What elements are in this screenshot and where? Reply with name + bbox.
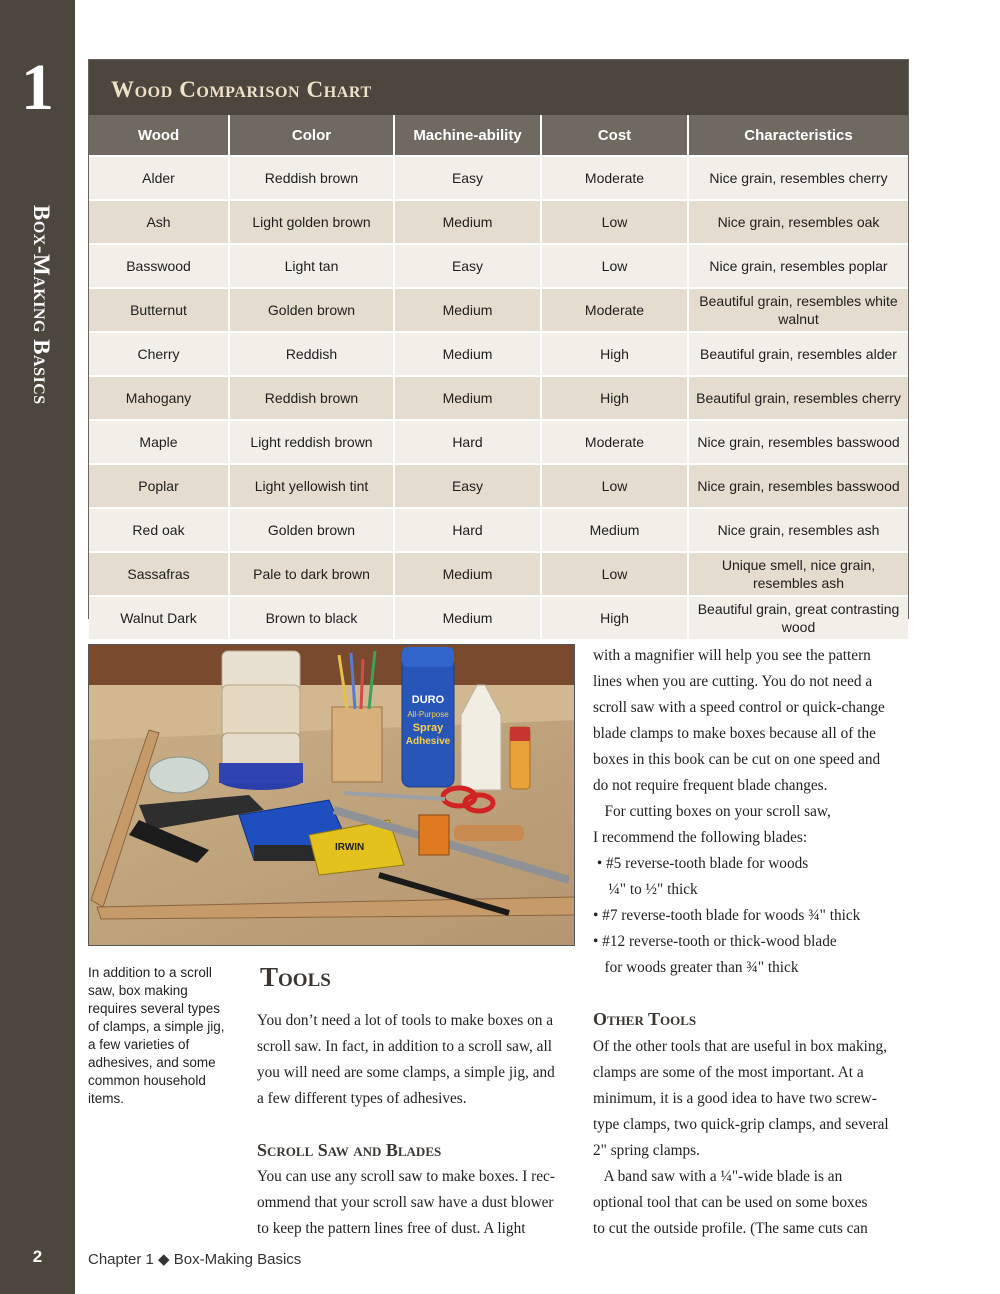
text-line: optional tool that can be used on some boxes	[593, 1194, 868, 1211]
text-line: boxes in this book can be cut on one speed and	[593, 751, 881, 768]
table-cell: Medium	[394, 332, 541, 376]
blades-paragraph	[593, 643, 885, 981]
table-row	[89, 288, 908, 332]
other-tools-heading: Other Tools	[593, 1009, 697, 1029]
can-label-text: All-Purpose	[407, 710, 449, 719]
text-line: blade clamps to make boxes because all of the	[593, 725, 876, 742]
table-row	[89, 376, 908, 420]
table-cell: Butternut	[89, 288, 229, 332]
bullet-item: • #12 reverse-tooth or thick-wood blade	[593, 933, 837, 950]
table-cell: Light golden brown	[229, 200, 394, 244]
table-cell: Nice grain, resembles basswood	[688, 420, 908, 464]
table-cell: Nice grain, resembles oak	[688, 200, 908, 244]
table-cell: Beautiful grain, resembles white walnut	[688, 288, 908, 332]
wood-comparison-chart	[88, 59, 909, 635]
bullet-item: • #5 reverse-tooth blade for woods	[593, 855, 809, 872]
chapter-number: 1	[21, 51, 54, 124]
table-cell: Maple	[89, 420, 229, 464]
footer-title: Box-Making Basics	[173, 1251, 302, 1268]
table-cell: Easy	[394, 464, 541, 508]
table-cell: Hard	[394, 420, 541, 464]
column-header: Wood	[89, 115, 229, 156]
table-row	[89, 464, 908, 508]
table-cell: Light reddish brown	[229, 420, 394, 464]
text-line: For cutting boxes on your scroll saw,	[593, 803, 831, 820]
clamp-brand-text: IRWIN	[335, 842, 365, 853]
text-line: clamps are some of the most important. At a	[593, 1064, 864, 1081]
chart-title: Wood Comparison Chart	[89, 60, 908, 115]
column-header: Cost	[541, 115, 688, 156]
table-cell: Ash	[89, 200, 229, 244]
table-cell: Medium	[394, 288, 541, 332]
footer-diamond-icon: ◆	[158, 1251, 170, 1268]
table-cell: Nice grain, resembles cherry	[688, 156, 908, 200]
table-cell: Beautiful grain, resembles cherry	[688, 376, 908, 420]
table-cell: Moderate	[541, 156, 688, 200]
table-cell: Low	[541, 464, 688, 508]
table-row	[89, 596, 908, 639]
table-cell: High	[541, 596, 688, 639]
table-cell: Light yellowish tint	[229, 464, 394, 508]
table-cell: Brown to black	[229, 596, 394, 639]
table-cell: High	[541, 376, 688, 420]
table-row	[89, 420, 908, 464]
text-line: do not require frequent blade changes.	[593, 777, 828, 794]
table-cell: Golden brown	[229, 508, 394, 552]
table-cell: Hard	[394, 508, 541, 552]
table-cell: Easy	[394, 244, 541, 288]
table-cell: Medium	[394, 552, 541, 596]
chapter-sidebar	[0, 0, 75, 1294]
text-line: 2" spring clamps.	[593, 1142, 700, 1159]
photo-caption: In addition to a scroll saw, box making requires several types of clamps, a simple jig, a few varieties of adhesives, and some common household items.	[88, 965, 225, 1106]
text-line: you will need are some clamps, a simple jig, and	[257, 1064, 555, 1081]
can-brand-text: DURO	[411, 694, 445, 706]
page-footer	[88, 1250, 301, 1268]
table-cell: Low	[541, 200, 688, 244]
text-line: ommend that your scroll saw have a dust blower	[257, 1194, 554, 1211]
table-row	[89, 332, 908, 376]
tools-photo	[88, 644, 575, 946]
page-number: 2	[32, 1247, 43, 1266]
table-cell: Moderate	[541, 420, 688, 464]
table-cell: Mahogany	[89, 376, 229, 420]
table-cell: Medium	[394, 596, 541, 639]
table-cell: Basswood	[89, 244, 229, 288]
text-line: minimum, it is a good idea to have two screw-	[593, 1090, 877, 1107]
table-cell: Low	[541, 552, 688, 596]
table-cell: Walnut Dark	[89, 596, 229, 639]
table-cell: Nice grain, resembles ash	[688, 508, 908, 552]
tools-heading: Tools	[260, 962, 331, 992]
bullet-item: • #7 reverse-tooth blade for woods ¾" thick	[593, 907, 861, 924]
text-line: Of the other tools that are useful in box making,	[593, 1038, 887, 1055]
table-header-row	[89, 115, 908, 156]
text-line: A band saw with a ¼"-wide blade is an	[593, 1168, 843, 1185]
table-cell: Low	[541, 244, 688, 288]
column-header: Machine-ability	[394, 115, 541, 156]
table-cell: Beautiful grain, great contrasting wood	[688, 596, 908, 639]
text-line: scroll saw. In fact, in addition to a scroll saw, all	[257, 1038, 552, 1055]
table-cell: Medium	[541, 508, 688, 552]
table-row	[89, 552, 908, 596]
other-tools-paragraph	[593, 1034, 889, 1242]
scroll-saw-paragraph	[257, 1164, 555, 1242]
wood-table	[89, 115, 908, 639]
table-cell: Medium	[394, 376, 541, 420]
table-cell: Moderate	[541, 288, 688, 332]
table-body	[89, 156, 908, 639]
table-cell: Reddish	[229, 332, 394, 376]
table-row	[89, 156, 908, 200]
footer-chapter: Chapter 1	[88, 1251, 154, 1268]
table-cell: Light tan	[229, 244, 394, 288]
table-cell: Alder	[89, 156, 229, 200]
table-cell: Easy	[394, 156, 541, 200]
table-cell: Poplar	[89, 464, 229, 508]
table-cell: Medium	[394, 200, 541, 244]
can-label-text: Spray	[412, 722, 444, 734]
table-row	[89, 244, 908, 288]
table-cell: High	[541, 332, 688, 376]
table-cell: Reddish brown	[229, 156, 394, 200]
text-line: with a magnifier will help you see the pattern	[593, 647, 871, 664]
text-line: I recommend the following blades:	[593, 829, 808, 846]
column-header: Color	[229, 115, 394, 156]
table-cell: Reddish brown	[229, 376, 394, 420]
chapter-title-vertical: Box-Making Basics	[29, 205, 54, 405]
table-cell: Sassafras	[89, 552, 229, 596]
text-line: to cut the outside profile. (The same cuts can	[593, 1220, 868, 1237]
table-cell: Nice grain, resembles poplar	[688, 244, 908, 288]
table-cell: Pale to dark brown	[229, 552, 394, 596]
text-line: a few different types of adhesives.	[257, 1090, 467, 1107]
bullet-item-continued: ¼" to ½" thick	[593, 881, 698, 898]
text-line: You don’t need a lot of tools to make boxes on a	[257, 1012, 553, 1029]
text-line: to keep the pattern lines free of dust. A light	[257, 1220, 526, 1237]
bullet-item-continued: for woods greater than ¾" thick	[593, 959, 799, 976]
table-cell: Nice grain, resembles basswood	[688, 464, 908, 508]
table-cell: Unique smell, nice grain, resembles ash	[688, 552, 908, 596]
column-header: Characteristics	[688, 115, 908, 156]
text-line: lines when you are cutting. You do not need a	[593, 673, 873, 690]
text-line: You can use any scroll saw to make boxes. I rec-	[257, 1168, 555, 1185]
scroll-saw-heading: Scroll Saw and Blades	[257, 1140, 442, 1160]
table-row	[89, 200, 908, 244]
tools-paragraph	[257, 1008, 555, 1112]
text-line: type clamps, two quick-grip clamps, and several	[593, 1116, 889, 1133]
table-cell: Golden brown	[229, 288, 394, 332]
table-row	[89, 508, 908, 552]
table-cell: Beautiful grain, resembles alder	[688, 332, 908, 376]
can-label-text: Adhesive	[405, 736, 451, 747]
tools-photo-illustration	[89, 645, 575, 946]
table-cell: Red oak	[89, 508, 229, 552]
text-line: scroll saw with a speed control or quick-change	[593, 699, 885, 716]
table-cell: Cherry	[89, 332, 229, 376]
